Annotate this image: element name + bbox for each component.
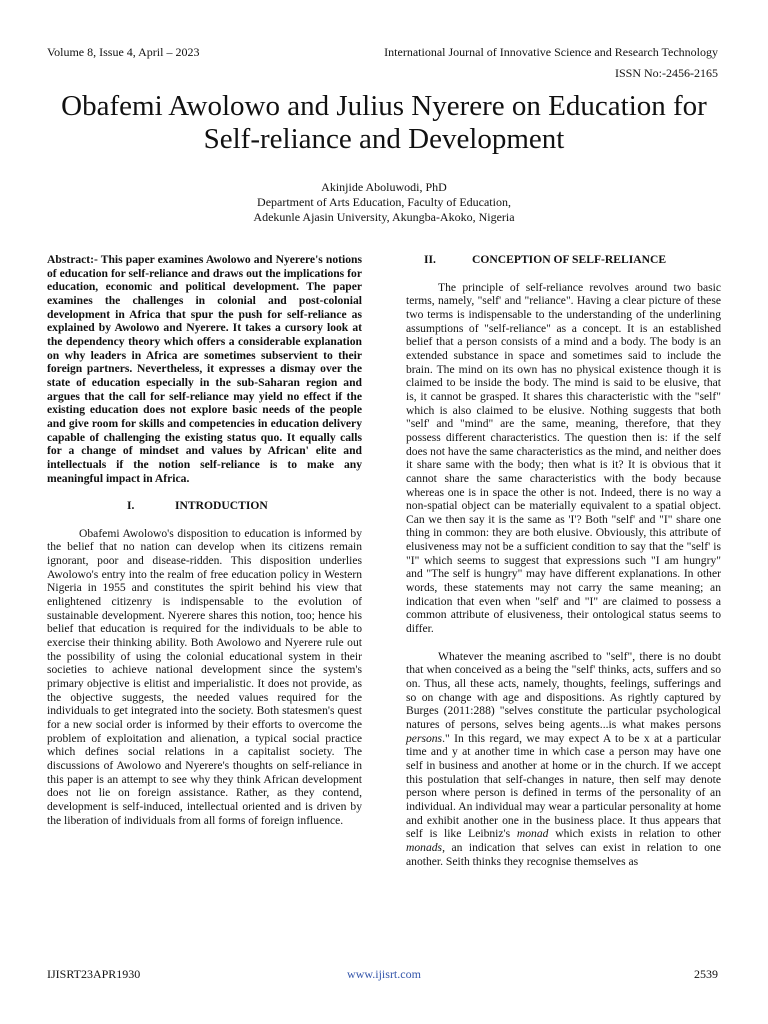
abstract: Abstract:- This paper examines Awolowo and Nyerere's notions of education for self-reliance and draws out the implications for education, economic and political development. The paper examines the challenges in colonial and post-colonial development in Africa that spur the push for self-reliance as explained by Awolowo and Nyerere. It takes a cursory look at the dependency theory which offers a considerable explanation on why leaders in Africa are sometimes subservient to their foreign partners. Nevertheless, it expresses a dismay over the state of education especially in the sub-Saharan region and argues that the call for self-reliance may yield no effect if the existing education does not explore basic needs of the people and give room for skills and competencies in education delivery capable of challenging the existing status quo. It equally calls for a change of mindset and values by African' elite and intellectuals if the notion self-reliance is to make any meaningful impact in Africa. bbox=[47, 253, 362, 485]
author-university: Adekunle Ajasin University, Akungba-Akoko, Nigeria bbox=[253, 210, 515, 224]
self-reliance-paragraph-1: The principle of self-reliance revolves around two basic terms, namely, "self' and "reliance". Having a clear picture of these two terms is indispensable to the understanding of the underlining assumptions of "self-reliance" as a concept. It is an established belief that a person consists of a mind and a body. The body is an extended substance in space and sometimes said to include the brain. The mind on its own has no physical existence though it is claimed to be inside the body. The mind is said to be elusive, that is, it cannot be grasped. It shares this characteristic with the "self" which is also claimed to be elusive. Nothing suggests that both "self' and "mind" are the same, meaning, therefore, that they possess different characteristics. The question then is: if the self does not have the same characteristics as the mind, and neither does it share same with the body; then what is it? It is obvious that it cannot share the same characteristics with the body because whereas one is in space the other is not. Indeed, there is no way a non-spatial object can be materially equivalent to a spatial object. Can we then say it is the same as 'I'? Both "self' and "I" share one thing in common: they are both elusive. Obviously, this attribute of elusiveness may not be a sufficient condition to say that the "self' is "I" which seems to suggest that expressions such "I am hungry" and "The self is hungry" may have different explanations. In other words, these statements may not carry the same meaning; an indication that even when "self' and "I" are claimed to possess a common attribute of elusiveness, their ontological status seems to differ. bbox=[406, 280, 721, 636]
introduction-paragraph: Obafemi Awolowo's disposition to education is informed by the belief that no nation can develop when its citizens remain ignorant, poor and disease-ridden. This disposition underlies Awolowo's entry into the realm of free education policy in Western Nigeria in 1955 and constitutes the spirit behind his view that enlightened citizenry is indispensable to the evolution of sustainable development. Nyerere shares this notion, too; hence his belief that education is required for the individuals to be able to exercise their thinking ability. Both Awolowo and Nyerere rule out the possibility of using the colonial educational system in their societies to achieve national development since the system's primary objective is elitist and imperialistic. It does not provide, as the objective suggests, the needed values required for the individuals to get integrated into the society. Both statesmen's quest for a new social order is informed by their efforts to overcome the problem of exploitation and alienation, a typical social practice which defines social relations in a capitalist society. The discussions of Awolowo and Nyerere's thoughts on self-reliance in this paper is an attempt to see why they think African development does not lie on foreign assistance. Rather, as they contend, development is self-induced, intellectual oriented and is driven by the liberation of individuals from all forms of foreign influence. bbox=[47, 526, 362, 827]
right-column bbox=[406, 253, 721, 868]
italic-term: persons bbox=[406, 731, 443, 745]
italic-term: monads bbox=[406, 840, 443, 854]
issn: ISSN No:-2456-2165 bbox=[614, 66, 718, 80]
section-heading-introduction bbox=[47, 499, 362, 513]
paper-title: Obafemi Awolowo and Julius Nyerere on Education for Self-reliance and Development bbox=[61, 90, 707, 155]
author-block bbox=[0, 180, 768, 225]
section-heading-self-reliance bbox=[406, 253, 721, 267]
paper-code: IJISRT23APR1930 bbox=[47, 967, 141, 981]
volume-info: Volume 8, Issue 4, April – 2023 bbox=[47, 45, 200, 59]
author-name: Akinjide Aboluwodi, PhD bbox=[321, 180, 447, 194]
self-reliance-paragraph-2 bbox=[406, 650, 721, 869]
section-number: II. bbox=[424, 253, 436, 266]
section-title: INTRODUCTION bbox=[175, 499, 268, 513]
text-run: Whatever the meaning ascribed to "self", there is no doubt that when conceived as a being the "self' thinks, acts, suffers and so on. Thus, all these acts, namely, thoughts, feelings, sufferings and so on change with age and dispositions. As rightly captured by Burges (2011:288) "selves constitute the particular psychological natures of persons, selves being agents...is what makes persons bbox=[406, 649, 721, 731]
text-run: , an indication that selves can exist in relation to one another. Seith thinks they recognise themselves as bbox=[406, 840, 721, 868]
section-title: CONCEPTION OF SELF-RELIANCE bbox=[472, 253, 667, 266]
author-department: Department of Arts Education, Faculty of Education, bbox=[257, 195, 511, 209]
text-run: which exists in relation to other bbox=[548, 827, 721, 841]
left-column bbox=[47, 253, 362, 827]
section-number: I. bbox=[127, 499, 135, 513]
journal-name: International Journal of Innovative Science and Research Technology bbox=[384, 45, 718, 59]
page-number: 2539 bbox=[694, 967, 718, 981]
text-run: ." In this regard, we may expect A to be x at a particular time and y at another time in which case a person may have one self in business and another at home or in the church. If we accept this postulation that self-changes in nature, then self may denote person where person is defined in terms of the personality of an individual. An individual may wear a particular personality at home and exhibit another one in the business place. It thus appears that self is like Leibniz's bbox=[406, 731, 721, 841]
italic-term: monad bbox=[516, 827, 549, 841]
journal-url-link[interactable]: www.ijisrt.com bbox=[347, 967, 421, 981]
